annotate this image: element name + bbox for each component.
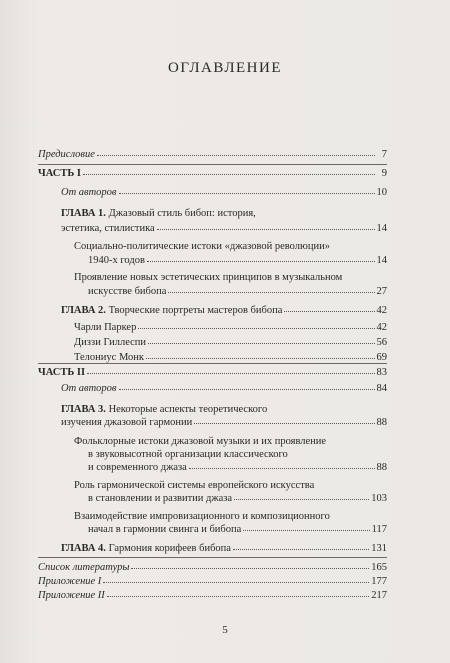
leader-dots — [234, 491, 369, 500]
toc-chapter1-line1[interactable] — [61, 207, 256, 220]
page-number: 5 — [222, 624, 228, 636]
leader-dots — [119, 185, 375, 194]
toc-sub-line[interactable]: Роль гармонической системы европейского искусства — [74, 480, 315, 491]
toc-page-number: 177 — [371, 576, 387, 587]
toc-entry-chapter3[interactable] — [61, 416, 387, 429]
leader-dots — [97, 147, 375, 156]
leader-dots — [243, 522, 369, 531]
toc-entry-text: изучения джазовой гармонии — [61, 417, 193, 428]
chapter-label: ГЛАВА 3. — [61, 404, 106, 415]
toc-entry-appendix2[interactable] — [38, 589, 387, 602]
leader-dots — [87, 365, 374, 374]
leader-dots — [131, 560, 369, 569]
toc-entry-text: ЧАСТЬ I — [38, 168, 82, 179]
leader-dots — [103, 574, 369, 583]
toc-entry-text: искусстве бибопа — [88, 286, 167, 297]
divider — [38, 164, 387, 165]
leader-dots — [119, 381, 375, 390]
toc-entry-text: в становлении и развитии джаза — [88, 493, 233, 504]
chapter-label: ГЛАВА 1. — [61, 208, 106, 219]
toc-entry-text: От авторов — [61, 187, 117, 198]
toc-page-number: 131 — [371, 543, 387, 554]
toc-entry-ch1-sub2[interactable] — [88, 285, 387, 298]
toc-sub-line[interactable]: Социально-политические истоки «джазовой революции» — [74, 241, 330, 252]
toc-entry-ch3-sub1[interactable] — [88, 461, 387, 474]
toc-entry-text: Приложение I — [38, 576, 102, 587]
toc-sub-line[interactable]: в звуковысотной организации классического — [88, 449, 288, 460]
chapter-label: ГЛАВА 4. — [61, 543, 106, 554]
toc-entry-text: эстетика, стилистика — [61, 223, 155, 234]
toc-page-number: 88 — [376, 462, 387, 473]
leader-dots — [194, 415, 374, 424]
toc-entry-text: и современного джаза — [88, 462, 187, 473]
toc-page-number: 84 — [376, 383, 387, 394]
toc-page-number: 165 — [371, 562, 387, 573]
toc-page-number: 42 — [376, 322, 387, 333]
toc-sub-line[interactable]: Фольклорные истоки джазовой музыки и их проявление — [74, 436, 327, 447]
chapter-title: Некоторые аспекты теоретического — [108, 404, 268, 415]
toc-entry-part1[interactable] — [38, 167, 387, 180]
toc-entry-chapter1[interactable] — [61, 222, 387, 235]
toc-page-number: 7 — [381, 149, 387, 160]
leader-dots — [138, 320, 374, 329]
chapter-title: Джазовый стиль бибоп: история, — [108, 208, 256, 219]
chapter-title: Творческие портреты мастеров бибопа — [108, 305, 283, 316]
toc-entry-text: начал в гармонии свинга и бибопа — [88, 524, 242, 535]
leader-dots — [233, 541, 369, 550]
toc-page-number: 9 — [381, 168, 387, 179]
toc-entry-text: Предисловие — [38, 149, 95, 160]
toc-page-number: 14 — [376, 223, 387, 234]
toc-entry-ch2-sub2[interactable] — [74, 336, 387, 349]
toc-page-number: 14 — [376, 255, 387, 266]
toc-sub-line[interactable]: Взаимодействие импровизационного и композиционного — [74, 511, 330, 522]
toc-entry-text: 1940-х годов — [88, 255, 145, 266]
leader-dots — [147, 253, 375, 262]
page-title: ОГЛАВЛЕНИЕ — [168, 60, 282, 76]
toc-entry-text: Чарли Паркер — [74, 322, 137, 333]
toc-entry-text: Диззи Гиллеспи — [74, 337, 147, 348]
toc-entry-appendix1[interactable] — [38, 575, 387, 588]
toc-page-number: 56 — [376, 337, 387, 348]
toc-entry-chapter4[interactable] — [61, 542, 387, 555]
toc-entry-ch1-sub1[interactable] — [88, 254, 387, 267]
toc-page-number: 88 — [376, 417, 387, 428]
leader-dots — [148, 335, 374, 344]
toc-entry-part2-authors[interactable] — [61, 382, 387, 395]
toc-page-number: 42 — [376, 305, 387, 316]
leader-dots — [284, 303, 374, 312]
toc-page-number: 117 — [371, 524, 387, 535]
leader-dots — [189, 460, 375, 469]
leader-dots — [168, 284, 374, 293]
toc-entry-part2[interactable] — [38, 366, 387, 379]
toc-entry-preface[interactable] — [38, 148, 387, 161]
toc-entry-ch3-sub3[interactable] — [88, 523, 387, 536]
toc-page-number: 83 — [376, 367, 387, 378]
chapter-title: Гармония корифеев бибопа — [108, 543, 231, 554]
toc-entry-text: ЧАСТЬ II — [38, 367, 86, 378]
toc-entry-text: Телониус Монк — [74, 352, 144, 363]
toc-sub-line[interactable]: Проявление новых эстетических принципов в музыкальном — [74, 272, 343, 283]
toc-page-number: 103 — [371, 493, 387, 504]
divider — [38, 363, 387, 364]
toc-entry-chapter2[interactable] — [61, 304, 387, 317]
toc-entry-ch2-sub1[interactable] — [74, 321, 387, 334]
toc-entry-text: От авторов — [61, 383, 117, 394]
toc-page-number: 27 — [376, 286, 387, 297]
toc-entry-text: Приложение II — [38, 590, 105, 601]
toc-page-number: 217 — [371, 590, 387, 601]
leader-dots — [146, 350, 375, 359]
toc-entry-part1-authors[interactable] — [61, 186, 387, 199]
chapter-label: ГЛАВА 2. — [61, 305, 106, 316]
leader-dots — [107, 588, 369, 597]
toc-entry-ch3-sub2[interactable] — [88, 492, 387, 505]
toc-page-number: 10 — [376, 187, 387, 198]
leader-dots — [83, 166, 375, 175]
divider — [38, 557, 387, 558]
toc-page-number: 69 — [376, 352, 387, 363]
toc-entry-text: Список литературы — [38, 562, 130, 573]
leader-dots — [157, 221, 375, 230]
toc-entry-bibliography[interactable] — [38, 561, 387, 574]
